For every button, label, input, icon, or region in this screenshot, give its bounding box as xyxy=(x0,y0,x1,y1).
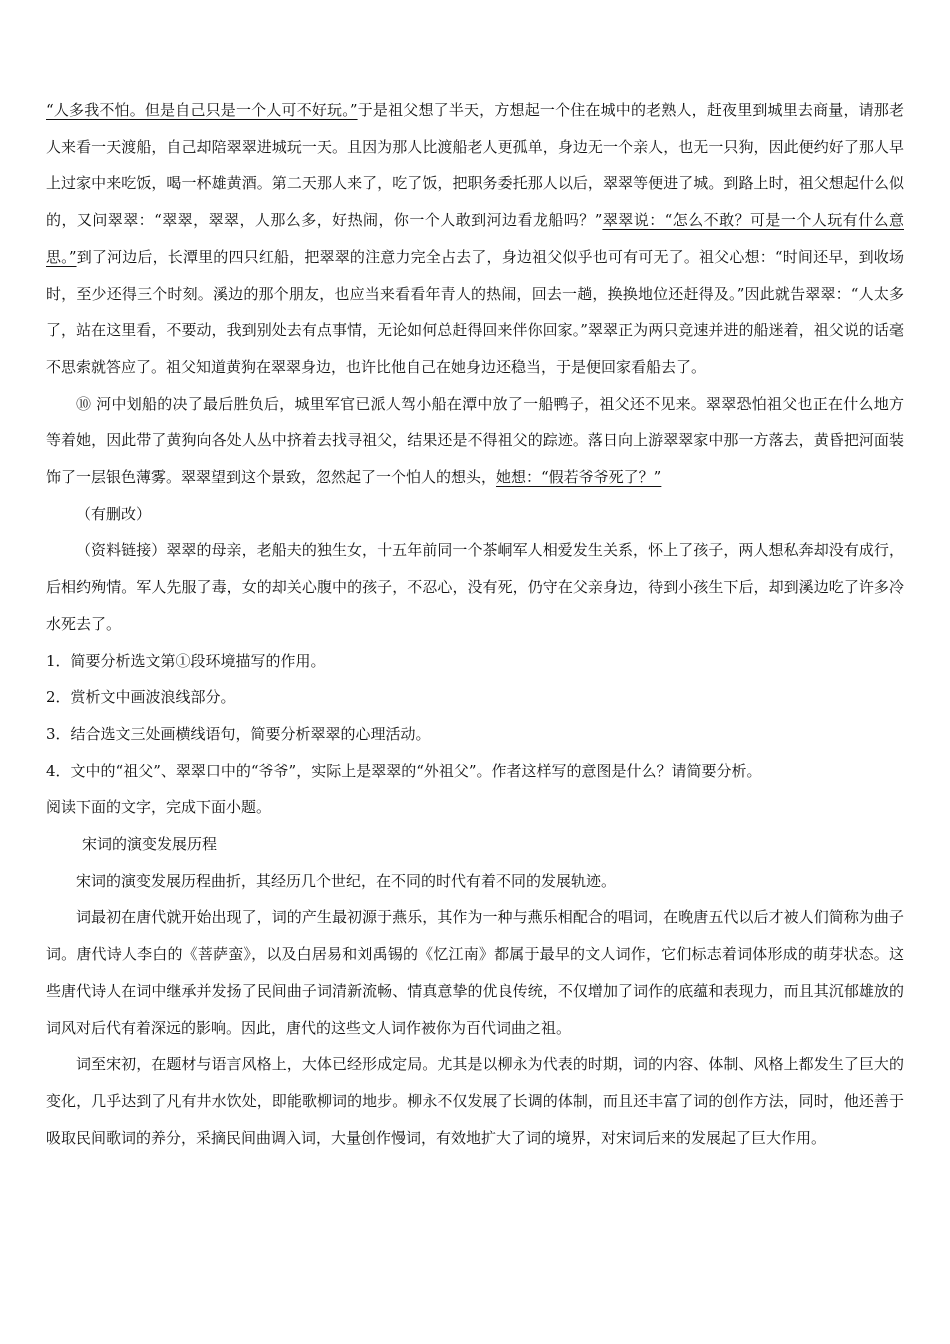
question-2: 2．赏析文中画波浪线部分。 xyxy=(46,688,236,707)
underlined-sentence-3: 她想：“假若爷爷死了？” xyxy=(496,468,662,487)
passage-paragraph-a xyxy=(46,92,904,386)
underlined-sentence-2: 翠翠说：“怎么不敢？可是一个人玩有什么意思。” xyxy=(46,211,905,266)
question-1: 1．简要分析选文第①段环境描写的作用。 xyxy=(46,651,326,670)
underlined-sentence-1: “人多我不怕。但是自己只是一个人可不好玩。” xyxy=(46,101,358,119)
edit-note: （有删改） xyxy=(76,504,152,523)
question-3: 3．结合选文三处画横线语句，简要分析翠翠的心理活动。 xyxy=(46,724,431,743)
article-paragraph-2: 词最初在唐代就开始出现了，词的产生最初源于燕乐，其作为一种与燕乐相配合的唱词，在晚唐五代以后才被人们简称为曲子词。唐代诗人李白的《菩萨蛮》，以及白居易和刘禹锡的《忆江南》都属于最早的文人词作，它们标志着词体形成的萌芽状态。这些唐代诗人在词中继承并发扬了民间曲子词清新流畅、情真意挚的优良传统，不仅增加了词作的底蕴和表现力，而且其沉郁雄放的词风对后代有着深远的影响。因此，唐代的这些文人词作被你为百代词曲之祖。 xyxy=(46,908,904,1037)
reading-instruction: 阅读下面的文字，完成下面小题。 xyxy=(46,798,272,817)
passage-paragraph-10 xyxy=(46,386,904,496)
article-title: 宋词的演变发展历程 xyxy=(82,835,218,854)
question-4: 4．文中的“祖父”、翠翠口中的“爷爷”，实际上是翠翠的“外祖父”。作者这样写的意图是什么？请简要分析。 xyxy=(46,761,762,780)
passage-text: 于是祖父想了半天，方想起一个住在城中的老熟人，赶夜里到城里去商量，请那老人来看一天渡船，自己却陪翠翠进城玩一天。且因为那人比渡船老人更孤单，身边无一个亲人，也无一只狗，因此便约好了那人早上过家中来吃饭，喝一杯雄黄酒。第二天那人来了，吃了饭，把职务委托那人以后，翠翠等便进了城。到路上时，祖父想起什么似的，又问翠翠：“翠翠，翠翠，人那么多，好热闹，你一个人敢到河边看龙船吗？” xyxy=(46,101,904,230)
article-paragraph-1: 宋词的演变发展历程曲折，其经历几个世纪，在不同的时代有着不同的发展轨迹。 xyxy=(76,871,617,890)
passage-text: ⑩ 河中划船的决了最后胜负后，城里军官已派人驾小船在潭中放了一船鸭子，祖父还不见来。翠翠恐怕祖父也正在什么地方等着她，因此带了黄狗向各处人丛中挤着去找寻祖父，结果还是不得祖父的踪迹。落日向上游翠翠家中那一方落去，黄昏把河面装饰了一层银色薄雾。翠翠望到这个景致，忽然起了一个怕人的想头， xyxy=(46,394,904,487)
article-paragraph-3: 词至宋初，在题材与语言风格上，大体已经形成定局。尤其是以柳永为代表的时期，词的内容、体制、风格上都发生了巨大的变化，几乎达到了凡有井水饮处，即能歌柳词的地步。柳永不仅发展了长调的体制，而且还丰富了词的创作方法，同时，他还善于吸取民间歌词的养分，采摘民间曲调入词，大量创作慢词，有效地扩大了词的境界，对宋词后来的发展起了巨大作用。 xyxy=(46,1055,904,1147)
reference-link-paragraph: （资料链接）翠翠的母亲，老船夫的独生女，十五年前同一个茶峒军人相爱发生关系，怀上了孩子，两人想私奔却没有成行，后相约殉情。军人先服了毒，女的却关心腹中的孩子，不忍心，没有死，仍守在父亲身边，待到小孩生下后，却到溪边吃了许多冷水死去了。 xyxy=(46,541,904,633)
passage-text: 到了河边后，长潭里的四只红船，把翠翠的注意力完全占去了，身边祖父似乎也可有可无了。祖父心想：“时间还早，到收场时，至少还得三个时刻。溪边的那个朋友，也应当来看看年青人的热闹，回去一趟，换换地位还赶得及。”因此就告翠翠：“人太多了，站在这里看，不要动，我到别处去有点事情，无论如何总赶得回来伴你回家。”翠翠正为两只竞速并进的船迷着，祖父说的话毫不思索就答应了。祖父知道黄狗在翠翠身边，也许比他自己在她身边还稳当，于是便回家看船去了。 xyxy=(46,247,904,376)
